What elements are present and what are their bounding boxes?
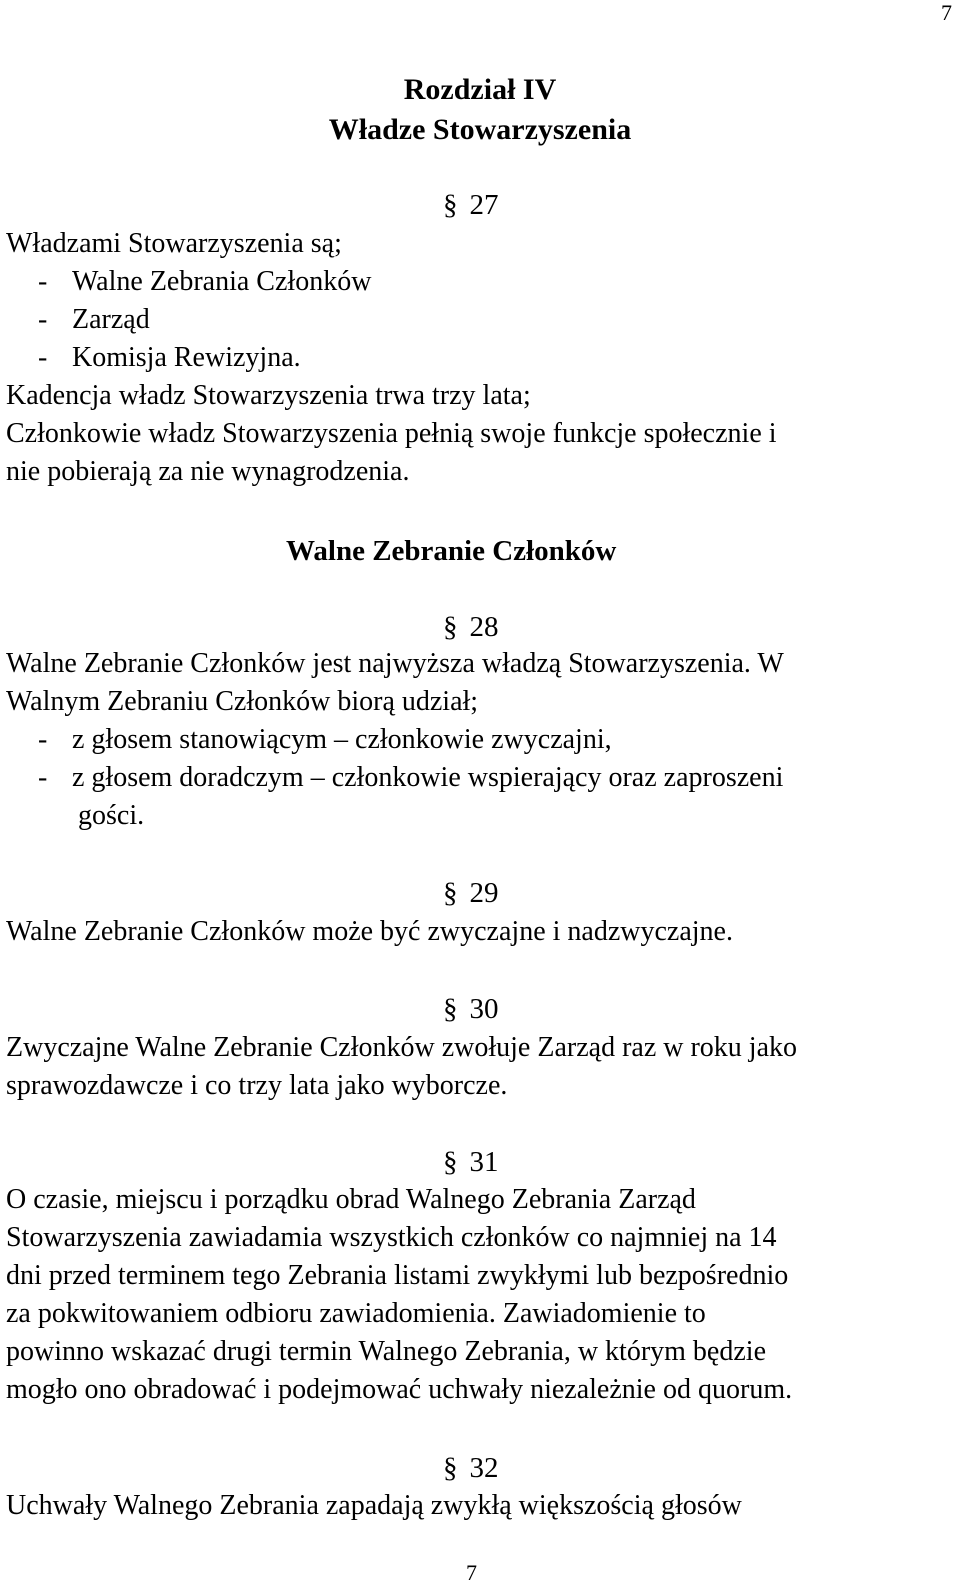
paragraph-28-line: Walne Zebranie Członków jest najwyższa władzą Stowarzyszenia. W bbox=[6, 648, 784, 679]
paragraph-30-line: sprawozdawcze i co trzy lata jako wyborcze. bbox=[6, 1070, 508, 1101]
paragraph-32-line: Uchwały Walnego Zebrania zapadają zwykłą większością głosów bbox=[6, 1490, 742, 1521]
list-item-continuation: gości. bbox=[78, 800, 145, 831]
paragraph-27-line: Członkowie władz Stowarzyszenia pełnią swoje funkcje społecznie i bbox=[6, 418, 777, 449]
section-heading: Walne Zebranie Członków bbox=[286, 535, 617, 567]
paragraph-31-line: powinno wskazać drugi termin Walnego Zebrania, w którym będzie bbox=[6, 1336, 766, 1367]
paragraph-27-number: § 27 bbox=[443, 189, 499, 221]
section-sign-icon: § bbox=[443, 1146, 458, 1178]
page-number-top: 7 bbox=[941, 0, 952, 25]
chapter-title: Władze Stowarzyszenia bbox=[328, 113, 632, 146]
paragraph-28-line: Walnym Zebraniu Członków biorą udział; bbox=[6, 686, 479, 717]
section-sign-icon: § bbox=[443, 611, 458, 643]
paragraph-28-number: § 28 bbox=[443, 611, 499, 643]
paragraph-31-line: dni przed terminem tego Zebrania listami zwykłymi lub bezpośrednio bbox=[6, 1260, 789, 1291]
chapter-number: Rozdział IV bbox=[403, 73, 557, 106]
paragraph-32-number: § 32 bbox=[443, 1452, 499, 1484]
paragraph-27-line: nie pobierają za nie wynagrodzenia. bbox=[6, 456, 410, 487]
list-item: - Komisja Rewizyjna. bbox=[38, 342, 301, 373]
paragraph-31-line: mogło ono obradować i podejmować uchwały niezależnie od quorum. bbox=[6, 1374, 793, 1405]
list-item: - Zarząd bbox=[38, 304, 150, 335]
paragraph-27-intro: Władzami Stowarzyszenia są; bbox=[6, 228, 342, 259]
paragraph-31-line: Stowarzyszenia zawiadamia wszystkich członków co najmniej na 14 bbox=[6, 1222, 777, 1253]
paragraph-29-number: § 29 bbox=[443, 877, 499, 909]
list-item: - z głosem stanowiącym – członkowie zwyczajni, bbox=[38, 724, 612, 755]
paragraph-30-number: § 30 bbox=[443, 993, 499, 1025]
page-number-bottom: 7 bbox=[466, 1560, 477, 1585]
paragraph-27-line: Kadencja władz Stowarzyszenia trwa trzy lata; bbox=[6, 380, 531, 411]
list-item: - z głosem doradczym – członkowie wspierający oraz zaproszeni bbox=[38, 762, 784, 793]
paragraph-29-line: Walne Zebranie Członków może być zwyczajne i nadzwyczajne. bbox=[6, 916, 733, 947]
paragraph-30-line: Zwyczajne Walne Zebranie Członków zwołuje Zarząd raz w roku jako bbox=[6, 1032, 797, 1063]
paragraph-31-line: za pokwitowaniem odbioru zawiadomienia. Zawiadomienie to bbox=[6, 1298, 706, 1329]
section-sign-icon: § bbox=[443, 1452, 458, 1484]
section-sign-icon: § bbox=[443, 189, 458, 221]
list-item: - Walne Zebrania Członków bbox=[38, 266, 372, 297]
section-sign-icon: § bbox=[443, 877, 458, 909]
paragraph-31-number: § 31 bbox=[443, 1146, 499, 1178]
paragraph-31-line: O czasie, miejscu i porządku obrad Walnego Zebrania Zarząd bbox=[6, 1184, 696, 1215]
section-sign-icon: § bbox=[443, 993, 458, 1025]
